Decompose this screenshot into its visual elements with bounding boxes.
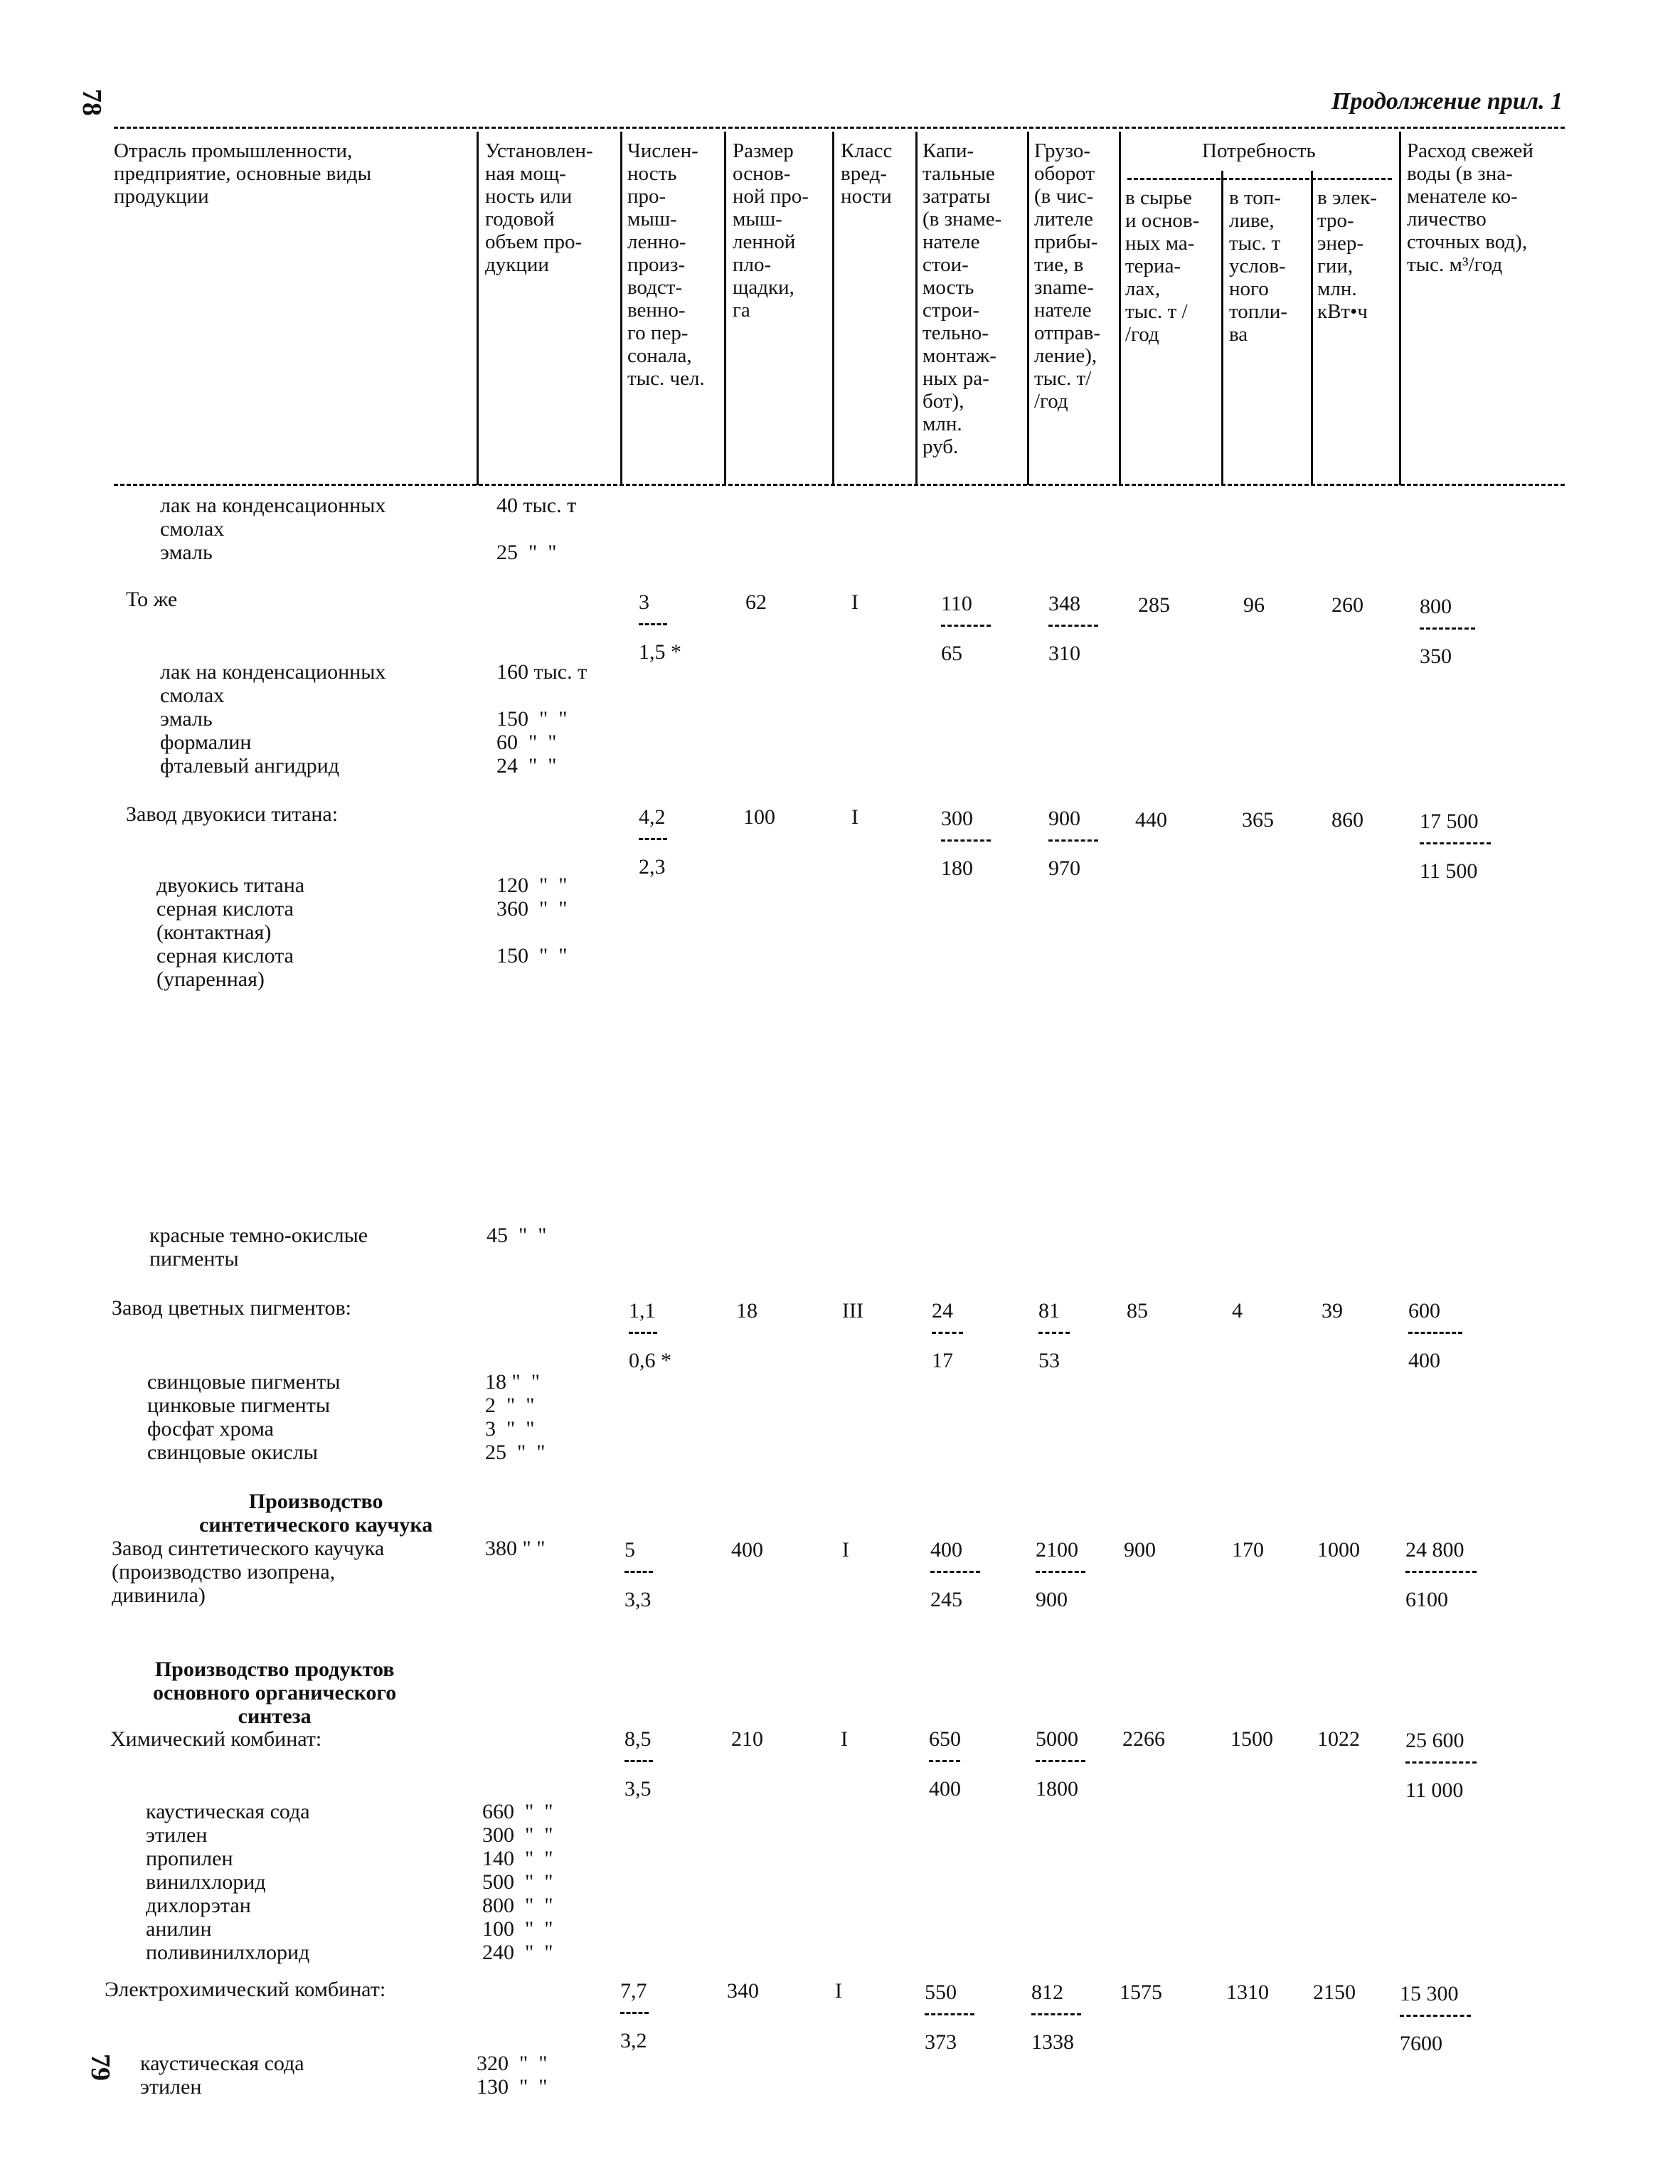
area-value: 100 bbox=[743, 805, 775, 829]
raw-value: 1575 bbox=[1120, 1981, 1162, 2004]
hazard-class-value: III bbox=[842, 1299, 863, 1322]
water-fraction: 15 300 7600 bbox=[1400, 1982, 1471, 2056]
row-enterprise-name: То же bbox=[126, 588, 178, 611]
row-enterprise-name: Завод двуокиси титана: bbox=[126, 802, 339, 826]
row-product-name: двуокись титана серная кислота (контактная) серная кислота (упаренная) bbox=[156, 874, 305, 991]
row-product-name: лак на конденсационных смолах эмаль формалин фталевый ангидрид bbox=[160, 660, 386, 778]
row-product-name: красные темно-окислые пигменты bbox=[149, 1224, 368, 1271]
row-product-name: лак на конденсационных смолах эмаль bbox=[160, 494, 386, 564]
raw-value: 85 bbox=[1127, 1299, 1148, 1322]
freight-fraction: 348 310 bbox=[1048, 592, 1098, 666]
row-capacity: 120 " " 360 " " 150 " " bbox=[496, 874, 568, 968]
col-divider bbox=[832, 132, 834, 485]
raw-value: 900 bbox=[1124, 1538, 1156, 1562]
row-capacity: 40 тыс. т 25 " " bbox=[496, 494, 577, 564]
electricity-value: 39 bbox=[1322, 1299, 1343, 1322]
fuel-value: 1500 bbox=[1230, 1727, 1273, 1751]
header-personnel: Числен- ность про- мыш- ленно- произ- водст- венно- го пер- сонала, тыс. чел. bbox=[627, 139, 705, 390]
header-freight: Грузо- оборот (в чис- лителе прибы- тие, в зname- нателе отправ- ление), тыс. т/ /год bbox=[1034, 139, 1101, 413]
col-divider bbox=[1399, 132, 1401, 485]
personnel-fraction: 4,2 2,3 bbox=[639, 805, 667, 879]
header-fuel: в топ- ливе, тыс. т услов- ного топли- ва bbox=[1229, 186, 1287, 346]
header-bottom-rule bbox=[114, 484, 1565, 486]
electricity-value: 1000 bbox=[1317, 1538, 1360, 1562]
row-product-name: каустическая сода этилен bbox=[140, 2052, 304, 2099]
fuel-value: 170 bbox=[1232, 1538, 1264, 1562]
header-raw: в сырье и основ- ных ма- териа- лах, тыс. т / /год bbox=[1125, 186, 1200, 346]
area-value: 340 bbox=[727, 1979, 759, 2003]
row-capacity: 18 " " 2 " " 3 " " 25 " " bbox=[485, 1370, 546, 1464]
col-divider bbox=[1221, 171, 1223, 485]
area-value: 62 bbox=[745, 590, 767, 614]
header-industry: Отрасль промышленности, предприятие, основные виды продукции bbox=[114, 139, 372, 208]
capital-fraction: 110 65 bbox=[941, 592, 991, 666]
row-capacity: 320 " " 130 " " bbox=[477, 2052, 548, 2099]
freight-fraction: 2100 900 bbox=[1036, 1538, 1085, 1612]
section-title: Производство синтетического каучука bbox=[199, 1490, 433, 1537]
col-divider bbox=[477, 132, 479, 485]
header-top-rule bbox=[114, 127, 1565, 129]
header-capacity: Установлен- ная мощ- ность или годовой объем про- дукции bbox=[485, 139, 593, 276]
potr-sub-rule bbox=[1127, 178, 1392, 180]
freight-fraction: 5000 1800 bbox=[1036, 1727, 1085, 1801]
header-capital: Капи- тальные затраты (в знаме- нателе стои- мость строи- тельно- монтаж- ных ра- бот), млн. руб. bbox=[923, 139, 1002, 458]
header-area: Размер основ- ной про- мыш- ленной пло- щадки, га bbox=[733, 139, 809, 322]
page-number-bottom: 79 bbox=[85, 2054, 115, 2081]
capital-fraction: 550 373 bbox=[925, 1981, 974, 2055]
row-enterprise-name: Электрохимический комбинат: bbox=[105, 1978, 386, 2001]
row-enterprise-name: Завод синтетического каучука (производство изопрена, дивинила) bbox=[112, 1537, 385, 1607]
personnel-fraction: 3 1,5 * bbox=[639, 590, 681, 664]
freight-fraction: 900 970 bbox=[1048, 807, 1098, 881]
personnel-fraction: 1,1 0,6 * bbox=[629, 1299, 671, 1372]
col-divider bbox=[1027, 132, 1029, 485]
capital-fraction: 650 400 bbox=[929, 1727, 961, 1801]
capital-fraction: 400 245 bbox=[930, 1538, 980, 1612]
electricity-value: 2150 bbox=[1313, 1981, 1356, 2004]
section-title: Производство продуктов основного органического синтеза bbox=[153, 1658, 397, 1728]
page-number-top: 78 bbox=[77, 89, 107, 116]
header-demand: Потребность bbox=[1202, 139, 1316, 162]
capital-fraction: 24 17 bbox=[932, 1299, 963, 1373]
personnel-fraction: 5 3,3 bbox=[624, 1538, 653, 1612]
freight-fraction: 81 53 bbox=[1038, 1299, 1070, 1373]
col-divider bbox=[620, 132, 622, 485]
row-enterprise-name: Завод цветных пигментов: bbox=[112, 1296, 351, 1320]
water-fraction: 600 400 bbox=[1408, 1299, 1462, 1373]
row-capacity: 660 " " 300 " " 140 " " 500 " " 800 " " 100 " " 240 " " bbox=[482, 1800, 553, 1964]
header-hazard-class: Класс вред- ности bbox=[841, 139, 893, 208]
raw-value: 285 bbox=[1138, 593, 1170, 617]
row-enterprise-name: Химический комбинат: bbox=[110, 1727, 322, 1751]
electricity-value: 260 bbox=[1331, 593, 1363, 617]
hazard-class-value: I bbox=[842, 1538, 849, 1562]
fuel-value: 4 bbox=[1232, 1299, 1243, 1322]
capital-fraction: 300 180 bbox=[941, 807, 991, 881]
personnel-fraction: 7,7 3,2 bbox=[620, 1979, 649, 2053]
electricity-value: 1022 bbox=[1317, 1727, 1360, 1751]
row-capacity: 160 тыс. т 150 " " 60 " " 24 " " bbox=[496, 660, 588, 778]
area-value: 210 bbox=[731, 1727, 763, 1751]
col-divider bbox=[915, 132, 918, 485]
header-water: Расход свежей воды (в зна- менателе ко- личество сточных вод), тыс. м³/год bbox=[1407, 139, 1533, 276]
col-divider bbox=[724, 132, 726, 485]
hazard-class-value: I bbox=[835, 1979, 842, 2003]
row-product-name: свинцовые пигменты цинковые пигменты фосфат хрома свинцовые окислы bbox=[147, 1370, 341, 1464]
fuel-value: 365 bbox=[1242, 808, 1274, 832]
water-fraction: 25 600 11 000 bbox=[1405, 1729, 1477, 1803]
row-capacity: 380 " " bbox=[485, 1537, 546, 1560]
hazard-class-value: I bbox=[851, 590, 858, 614]
area-value: 18 bbox=[736, 1299, 757, 1322]
water-fraction: 24 800 6100 bbox=[1405, 1538, 1477, 1612]
col-divider bbox=[1119, 132, 1121, 485]
electricity-value: 860 bbox=[1331, 808, 1363, 832]
hazard-class-value: I bbox=[851, 805, 858, 829]
header-electricity: в элек- тро- энер- гии, млн. кВт•ч bbox=[1317, 186, 1377, 323]
fuel-value: 96 bbox=[1243, 593, 1265, 617]
hazard-class-value: I bbox=[841, 1727, 848, 1751]
col-divider bbox=[1311, 171, 1313, 485]
fuel-value: 1310 bbox=[1226, 1981, 1269, 2004]
water-fraction: 800 350 bbox=[1420, 595, 1475, 669]
water-fraction: 17 500 11 500 bbox=[1420, 810, 1491, 884]
freight-fraction: 812 1338 bbox=[1031, 1981, 1081, 2055]
continuation-label: Продолжение прил. 1 bbox=[1331, 88, 1563, 115]
raw-value: 440 bbox=[1135, 808, 1167, 832]
personnel-fraction: 8,5 3,5 bbox=[624, 1727, 653, 1801]
row-capacity: 45 " " bbox=[487, 1224, 547, 1247]
area-value: 400 bbox=[731, 1538, 763, 1562]
row-product-name: каустическая сода этилен пропилен винилхлорид дихлорэтан анилин поливинилхлорид bbox=[146, 1800, 310, 1964]
raw-value: 2266 bbox=[1122, 1727, 1165, 1751]
